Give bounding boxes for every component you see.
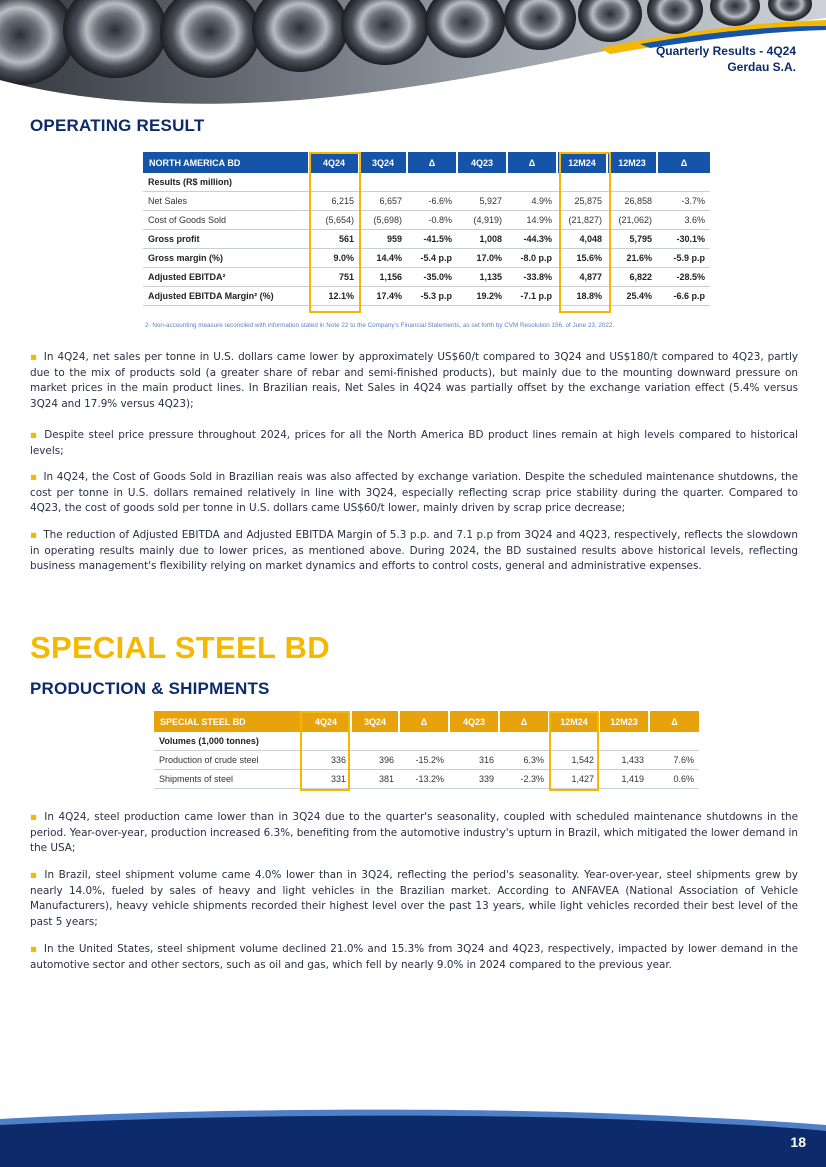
cell: 19.2% (457, 287, 507, 306)
column-header: Δ (499, 711, 549, 732)
company-name: Gerdau S.A. (727, 60, 796, 74)
cell: 4,048 (557, 230, 607, 249)
production-shipments-heading: PRODUCTION & SHIPMENTS (30, 679, 270, 698)
cell: -41.5% (407, 230, 457, 249)
table-section-row (154, 732, 699, 751)
column-header: Δ (649, 711, 699, 732)
section-label: Volumes (1,000 tonnes) (154, 732, 699, 751)
table-header-row (154, 711, 699, 732)
cell: (4,919) (457, 211, 507, 230)
paragraph (30, 528, 798, 575)
special-steel-heading: SPECIAL STEEL BD (30, 630, 330, 665)
north-america-table (143, 152, 710, 306)
cell: 5,927 (457, 192, 507, 211)
cell: 1,156 (359, 268, 407, 287)
document-title (656, 43, 796, 75)
cell: 9.0% (309, 249, 359, 268)
cell: 1,542 (549, 751, 599, 770)
cell: 3.6% (657, 211, 710, 230)
paragraph-text: In 4Q24, steel production came lower than in 3Q24 due to the quarter's seasonality, coupled with scheduled maintenance shutdowns in the period. Year-over-year, production increased 6.3%, benefiting from the automotive industry's upturn in Brazil, which mitigated the lower demand in the USA; (30, 811, 798, 855)
cell: -13.2% (399, 770, 449, 789)
cell: 15.6% (557, 249, 607, 268)
cell: 331 (301, 770, 351, 789)
cell: 17.4% (359, 287, 407, 306)
paragraph (30, 868, 798, 930)
cell: 6.3% (499, 751, 549, 770)
bullet-icon: ▪ (30, 471, 38, 483)
cell: 25,875 (557, 192, 607, 211)
bullet-icon: ▪ (30, 869, 39, 881)
row-label: Adjusted EBITDA Margin² (%) (143, 287, 309, 306)
column-header: SPECIAL STEEL BD (154, 711, 301, 732)
cell: -5.4 p.p (407, 249, 457, 268)
table-row (143, 230, 710, 249)
column-header: 3Q24 (351, 711, 399, 732)
paragraph (30, 350, 798, 412)
table-row (143, 249, 710, 268)
column-header: 12M24 (549, 711, 599, 732)
report-title: Quarterly Results - 4Q24 (655, 44, 796, 58)
cell: 18.8% (557, 287, 607, 306)
paragraph-text: Despite steel price pressure throughout 2024, prices for all the North America BD product lines remain at high levels compared to historical levels; (30, 429, 799, 457)
cell: 21.6% (607, 249, 657, 268)
table-header-row (143, 152, 710, 173)
cell: (21,827) (557, 211, 607, 230)
row-label: Net Sales (143, 192, 309, 211)
cell: 1,419 (599, 770, 649, 789)
cell: (5,654) (309, 211, 359, 230)
row-label: Cost of Goods Sold (143, 211, 309, 230)
column-header: 4Q23 (449, 711, 499, 732)
cell: -28.5% (657, 268, 710, 287)
cell: -33.8% (507, 268, 557, 287)
paragraph-text: In 4Q24, the Cost of Goods Sold in Brazilian reais was also affected by exchange variation. Despite the scheduled maintenance shutdowns, the cost per tonne in U.S. dollars remained relatively in line with 3Q24, especially reflecting scrap price stability during the quarter. Compared to 4Q23, the cost of goods sold per tonne in U.S. dollars came US$60/t lower, mainly driven by scrap price decrease; (30, 471, 798, 515)
cell: 14.4% (359, 249, 407, 268)
bullet-icon: ▪ (30, 943, 38, 955)
cell: -8.0 p.p (507, 249, 557, 268)
cell: 751 (309, 268, 359, 287)
cell: 17.0% (457, 249, 507, 268)
cell: 316 (449, 751, 499, 770)
cell: 12.1% (309, 287, 359, 306)
cell: -6.6 p.p (657, 287, 710, 306)
cell: 959 (359, 230, 407, 249)
cell: 7.6% (649, 751, 699, 770)
paragraph-text: In 4Q24, net sales per tonne in U.S. dollars came lower by approximately US$60/t compared to 3Q24 and US$180/t compared to 4Q23, partly due to the mix of products sold (a greater share of rebar and semi-finished products), but mainly due to the mounting downward pressure on market prices in the main product lines. In Brazilian reais, Net Sales in 4Q24 was partially offset by the exchange variation effect (5.4% versus 3Q24 and 17.9% versus 4Q23); (30, 351, 798, 410)
cell: 4,877 (557, 268, 607, 287)
cell: -5.3 p.p (407, 287, 457, 306)
row-label: Production of crude steel (154, 751, 301, 770)
row-label: Shipments of steel (154, 770, 301, 789)
section-label: Results (R$ million) (143, 173, 710, 192)
cell: 6,822 (607, 268, 657, 287)
bullet-icon: ▪ (30, 529, 38, 541)
cell: -6.6% (407, 192, 457, 211)
cell: 26,858 (607, 192, 657, 211)
column-header: NORTH AMERICA BD (143, 152, 309, 173)
cell: 0.6% (649, 770, 699, 789)
table-row (143, 268, 710, 287)
cell: 14.9% (507, 211, 557, 230)
column-header: 4Q24 (309, 152, 359, 173)
column-header: 12M23 (607, 152, 657, 173)
cell: 1,427 (549, 770, 599, 789)
cell: (21,062) (607, 211, 657, 230)
cell: 561 (309, 230, 359, 249)
column-header: 4Q24 (301, 711, 351, 732)
table-section-row (143, 173, 710, 192)
cell: 5,795 (607, 230, 657, 249)
column-header: Δ (507, 152, 557, 173)
cell: -3.7% (657, 192, 710, 211)
special-steel-table (154, 711, 699, 789)
column-header: Δ (399, 711, 449, 732)
table-row (143, 287, 710, 306)
paragraph (30, 810, 798, 857)
cell: -2.3% (499, 770, 549, 789)
cell: 339 (449, 770, 499, 789)
page-number: 18 (790, 1134, 806, 1150)
paragraph (30, 942, 798, 973)
cell: 1,433 (599, 751, 649, 770)
cell: -35.0% (407, 268, 457, 287)
row-label: Gross margin (%) (143, 249, 309, 268)
column-header: Δ (407, 152, 457, 173)
cell: 396 (351, 751, 399, 770)
row-label: Adjusted EBITDA² (143, 268, 309, 287)
paragraph-text: In Brazil, steel shipment volume came 4.0% lower than in 3Q24, reflecting the period's seasonality. Year-over-year, steel shipments grew by nearly 14.0%, fueled by sales of heavy and light vehicles in the Brazilian market. According to ANFAVEA (National Association of Vehicle Manufacturers), heavy vehicle shipments recorded their highest level over the past 13 years, while light vehicles recorded their best level of the past 5 years; (30, 869, 798, 928)
cell: -0.8% (407, 211, 457, 230)
cell: 1,135 (457, 268, 507, 287)
cell: -5.9 p.p (657, 249, 710, 268)
paragraph (30, 470, 798, 517)
cell: 1,008 (457, 230, 507, 249)
cell: 381 (351, 770, 399, 789)
column-header: 12M23 (599, 711, 649, 732)
column-header: 3Q24 (359, 152, 407, 173)
cell: 4.9% (507, 192, 557, 211)
cell: 336 (301, 751, 351, 770)
paragraph-text: The reduction of Adjusted EBITDA and Adjusted EBITDA Margin of 5.3 p.p. and 7.1 p.p from 3Q24 and 4Q23, respectively, reflects the slowdown in operating results mainly due to lower prices, as mentioned above. During 2024, the BD sustained results above historical levels, reflecting business management's flexibility relying on market dynamics and efforts to control costs, general and administrative expenses. (30, 529, 798, 573)
cell: (5,698) (359, 211, 407, 230)
bullet-icon: ▪ (30, 429, 39, 441)
column-header: 4Q23 (457, 152, 507, 173)
cell: 6,215 (309, 192, 359, 211)
operating-result-heading: OPERATING RESULT (30, 116, 205, 135)
bullet-icon: ▪ (30, 351, 38, 363)
cell: -7.1 p.p (507, 287, 557, 306)
table-footnote: 2- Non-accounting measure reconciled with information stated in Note 22 to the Company's Financial Statements, as set forth by CVM Resolution 156, of June 23, 2022. (145, 322, 615, 329)
cell: 25.4% (607, 287, 657, 306)
table-row (154, 751, 699, 770)
footer-wave (0, 1105, 826, 1167)
column-header: 12M24 (557, 152, 607, 173)
row-label: Gross profit (143, 230, 309, 249)
paragraph-text: In the United States, steel shipment volume declined 21.0% and 15.3% from 3Q24 and 4Q23, respectively, impacted by lower demand in the automotive sector and other sectors, such as oil and gas, which fell by nearly 9.0% in 2024 compared to the previous year. (30, 943, 799, 971)
cell: -30.1% (657, 230, 710, 249)
cell: -15.2% (399, 751, 449, 770)
column-header: Δ (657, 152, 710, 173)
cell: -44.3% (507, 230, 557, 249)
table-row (143, 211, 710, 230)
table-row (154, 770, 699, 789)
table-row (143, 192, 710, 211)
paragraph (30, 428, 798, 459)
bullet-icon: ▪ (30, 811, 39, 823)
cell: 6,657 (359, 192, 407, 211)
